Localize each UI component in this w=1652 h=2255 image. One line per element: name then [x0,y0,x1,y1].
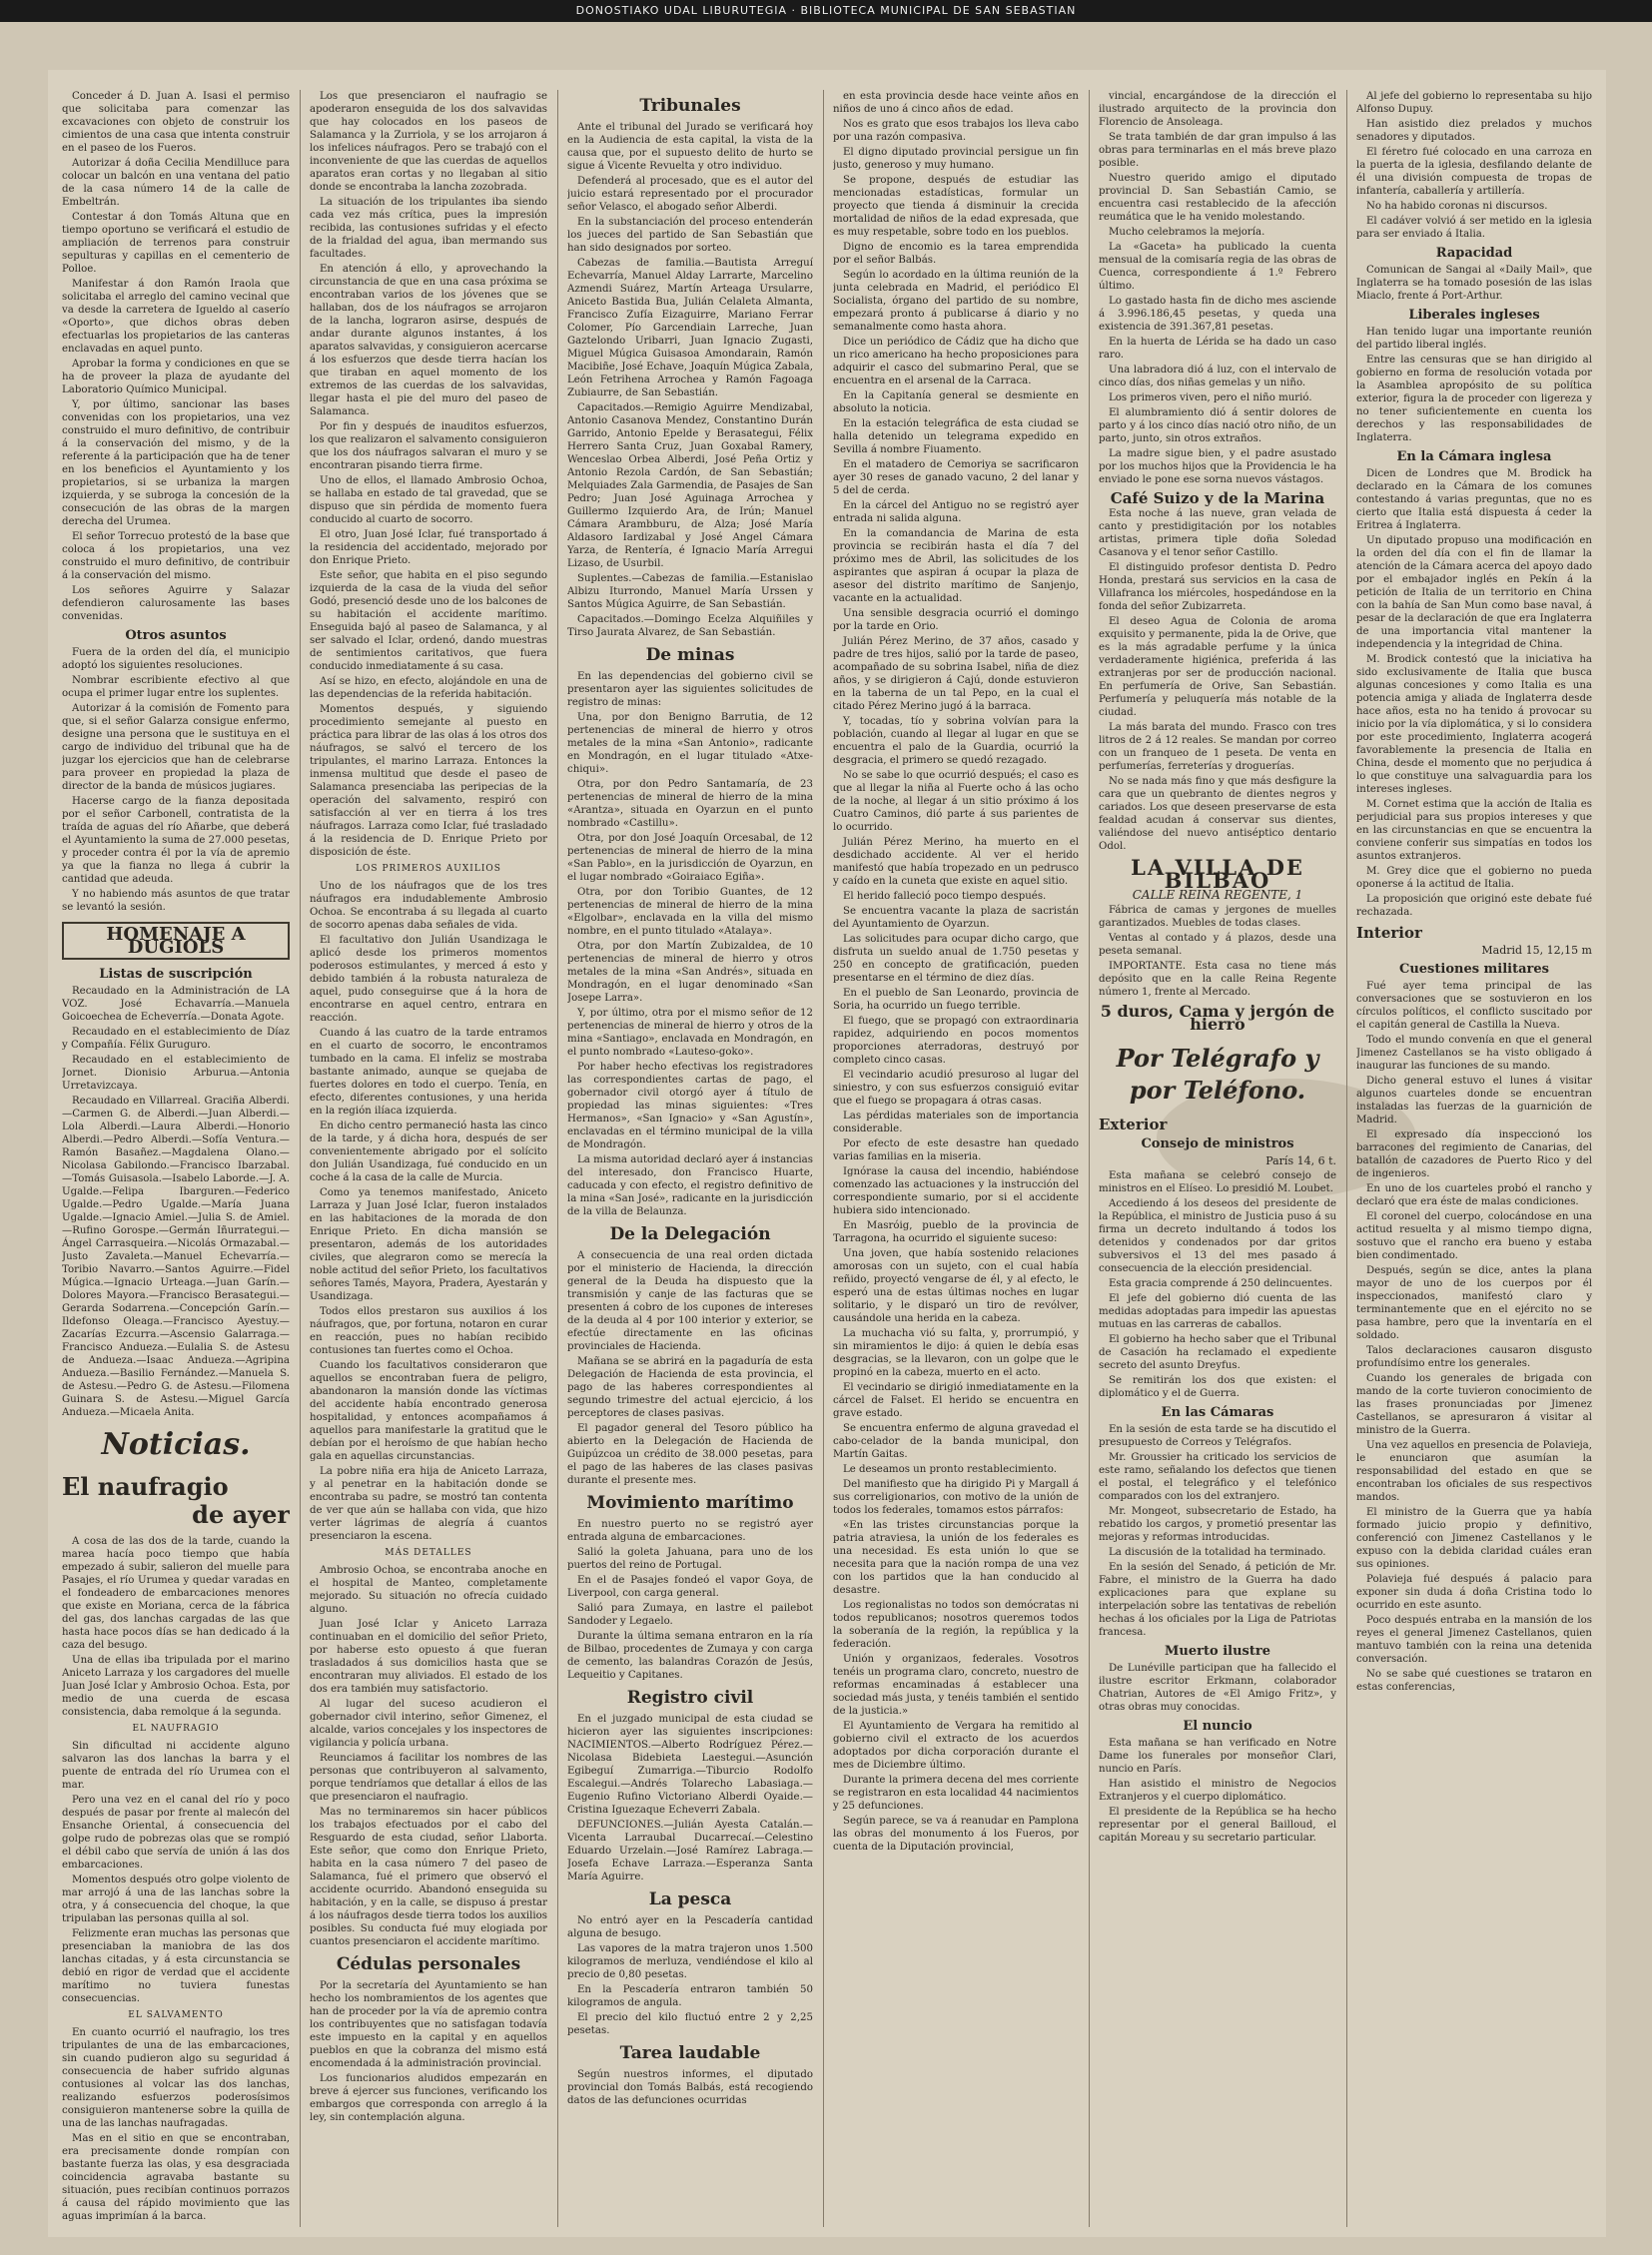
paragraph: El gobierno ha hecho saber que el Tribunal de Casación ha reclamado el expediente secreto del asunto Dreyfus. [1099,1334,1336,1371]
paragraph: Una, por don Benigno Barrutia, de 12 pertenencias de mineral de hierro y otros metales de la mina «San Antonio», radicante en Mondragón, en el lugar titulado «Atxe-chiqui». [567,712,813,775]
column-divider [557,90,558,2227]
paragraph: Este señor, que habita en el piso segundo izquierda de la casa de la viuda del señor Godó, presenció desde uno de los balcones de su habitación el accidente marítimo. Enseguida bajó al paseo de Salamanca, y al ser salvado el Iclar, ordenó, dando muestras de sentimientos caritativos, que fuera conducido inmediatamente á su casa. [310,570,547,672]
paragraph: La madre sigue bien, y el padre asustado por los muchos hijos que la Providencia le ha enviado le pone ese sorna nuevos vástagos. [1099,448,1336,485]
paragraph: Ambrosio Ochoa, se encontraba anoche en el hospital de Manteo, completamente mejorado. Su situación no ofrecía cuidado alguno. [310,1565,547,1615]
paragraph: Lo gastado hasta fin de dicho mes asciende á 3.996.186,45 pesetas, y queda una existencia de 391.367,81 pesetas. [1099,296,1336,333]
advertisement-line: 5 duros, Cama y jergón de hierro [1100,1002,1335,1034]
paragraph: El vecindario se dirigió inmediatamente en la cárcel de Falset. El herido se encuentra en grave estado. [833,1382,1079,1419]
paragraph: Los que presenciaron el naufragio se apoderaron enseguida de los dos salvavidas que hay colocados en los paseos de Salamanca y la Zurriola, y se los arrojaron á los infelices náufragos. Pero se trabajó con el inconveniente de que las cuerdas de aquellos aparatos eran cortas y no llegaban al sitio donde se encontraba la lancha zozobrada. [310,91,547,193]
paragraph: En el pueblo de San Leonardo, provincia de Soria, ha ocurrido un fuego terrible. [833,988,1079,1012]
newspaper-page [48,70,1606,2237]
paragraph: Polavieja fué después á palacio para exponer sin duda á doña Cristina todo lo ocurrido en este asunto. [1356,1574,1592,1611]
paragraph: El vecindario acudió presuroso al lugar del siniestro, y con sus esfuerzos consiguió evitar que el fuego se propagara á otras casas. [833,1070,1079,1107]
paragraph: A cosa de las dos de la tarde, cuando la marea hacía poco tiempo que había empezado á subir, salieron del muelle para Pasajes, el río Urumea y quedar varadas en el fondeadero de embarcaciones menores que existe en Moriana, cerca de la fábrica del gas, dos lanchas cargadas de las que hasta hace pocos días se han dedicado á la caza del besugo. [62,1536,290,1651]
paragraph: Según lo acordado en la última reunión de la junta celebrada en Madrid, el periódico El Socialista, órgano del partido de su nombre, empezará pronto á publicarse á diario y no semanalmente como hasta ahora. [833,270,1079,333]
paragraph: Se trata también de dar gran impulso á las obras para terminarlas en el más breve plazo posible. [1099,132,1336,169]
paragraph: Autorizar á doña Cecilia Mendilluce para colocar un balcón en una ventana del patio de la casa número 14 de la calle de Embeltrán. [62,158,290,208]
paragraph: La «Gaceta» ha publicado la cuenta mensual de la comisaría regia de las obras de Cuenca, correspondiente á 1.º Febrero último. [1099,242,1336,292]
dateline: Madrid 15, 12,15 m [1481,944,1592,957]
paragraph: El presidente de la República se ha hecho representar por el general Bailloud, el capitán Moreau y su secretario particular. [1099,1807,1336,1844]
paragraph: El herido falleció poco tiempo después. [843,891,1047,902]
paragraph: Dice un periódico de Cádiz que ha dicho que un rico americano ha hecho proposiciones para adquirir el casco del submarino Peral, que se encuentra en el arsenal de la Carraca. [833,337,1079,386]
paragraph: Fuera de la orden del día, el municipio adoptó los siguientes resoluciones. [62,647,290,671]
paragraph: La discusión de la totalidad ha terminado. [1109,1547,1326,1558]
paragraph: No se nada más fino y que más desfigure la cara que un quebranto de dientes negros y cariados. Los que deseen preservarse de esta fealdad acudan á conservar sus dientes, valiéndose del nuevo antiséptico dentario Odol. [1099,776,1336,852]
paragraph: La más barata del mundo. Frasco con tres litros de 2 á 12 reales. Se mandan por correo con un franqueo de 1 peseta. De venta en perfumerías, ferreterías y droguerías. [1099,722,1336,772]
paragraph: En la Pescadería entraron también 50 kilogramos de angula. [567,1984,813,2008]
paragraph: Una vez aquellos en presencia de Polavieja, le enunciaron que asumían la responsabilidad del estado en que se encontraban los oficiales de sus respectivos mandos. [1356,1440,1592,1503]
newspaper-column-5 [1099,90,1336,2227]
paragraph: Le deseamos un pronto restablecimiento. [843,1464,1057,1475]
paragraph: El digno diputado provincial persigue un fin justo, generoso y muy humano. [833,147,1079,171]
paragraph: En la huerta de Lérida se ha dado un caso raro. [1099,337,1336,361]
paragraph: Mucho celebramos la mejoría. [1109,227,1265,238]
paragraph: Cuando los generales de brigada con mando de la corte tuvieron conocimiento de las frases pronunciadas por Jimenez Castellanos, se apresuraron á visitar al ministro de la Guerra. [1356,1373,1592,1436]
subheading-caps: EL SALVAMENTO [128,2010,224,2020]
paragraph: Esta mañana se celebró consejo de ministros en el Elíseo. Lo presidió M. Loubet. [1099,1170,1336,1194]
paragraph: «En las tristes circunstancias porque la patria atraviesa, la unión de los federales es una necesidad. Es esta unión lo que se necesita para que la nación rompa de una vez con los partidos que la han conducido al desastre. [833,1520,1079,1596]
paragraph: Felizmente eran muchas las personas que presenciaban la maniobra de las dos lanchas citadas, y á esta circunstancia se debió en rigor de verdad que el accidente marítimo no tuviera funestas consecuencias. [62,1928,290,2004]
paragraph: Y, por último, sancionar las bases convenidas con los propietarios, una vez construido el muro definitivo, de contribuir á la conservación del mismo, y de la referente á la participación que ha de tener en los beneficios el Ayuntamiento y los propietarios, si se urbaniza la margen izquierda, y se subroga la concesión de la consecución de las obras de la margen derecha del Urumea. [62,399,290,527]
subsection-heading: Muerto ilustre [1165,1644,1270,1659]
paragraph: M. Brodick contestó que la iniciativa ha sido exclusivamente de Italia que busca algunas concesiones y como Italia es una potencia amiga y aliada de Inglaterra desde hace años, esta no ha tenido á provocar su inicio por la vía diplomática, y si lo considera por este procedimiento, Inglaterra acogerá favorablemente la presencia de Italia en China, desde el momento que no perjudica á lo que constituye una salvaguardia para los intereses ingleses. [1356,654,1592,795]
paragraph: Mas no terminaremos sin hacer públicos los trabajos efectuados por el cabo del Resguardo de esta ciudad, señor Llaborta. Este señor, que como don Enrique Prieto, habita en la casa número 7 del paseo de Salamanca, fué el primero que observó el accidente ocurrido. Abandonó enseguida su habitación, y en la calle, se dispuso á prestar á los náufragos desde tierra todos los auxilios posibles. Su conducta fué muy elogiada por cuantos presenciaron el accidente marítimo. [310,1807,547,1947]
paragraph: Poco después entraba en la mansión de los reyes el general Jimenez Castellanos, quien mantuvo también con la reina una detenida conversación. [1356,1615,1592,1665]
paragraph: Durante la última semana entraron en la ría de Bilbao, procedentes de Zumaya y con carga de cemento, las balandras Corazón de Jesús, Lequeitio y Capitanes. [567,1631,813,1681]
paragraph: Nuestro querido amigo el diputado provincial D. San Sebastián Camio, se encuentra casi restablecido de la afección reumática que le ha venido molestando. [1099,173,1336,223]
advertisement-subtitle: CALLE REINA REGENTE, 1 [1132,888,1303,902]
paragraph: Reunciamos á facilitar los nombres de las personas que contribuyeron al salvamento, porque tendríamos que detallar á ellos de las que presenciaron el naufragio. [310,1753,547,1803]
section-heading: Cédulas personales [336,1954,521,1974]
paragraph: Ignórase la causa del incendio, habiéndose comenzado las actuaciones y la instrucción del correspondiente sumario, por si el accidente hubiera sido intencionado. [833,1166,1079,1216]
subsection-heading: Listas de suscripción [99,967,253,982]
paragraph: Nos es grato que esos trabajos los lleva cabo por una razón compasiva. [833,119,1079,143]
paragraph: M. Cornet estima que la acción de Italia es perjudicial para sus propios intereses y que en las circunstancias en que se encuentra la conviene conferir sus simpatías en todos los asuntos extranjeros. [1356,799,1592,862]
paragraph: Y no habiendo más asuntos de que tratar se levantó la sesión. [62,889,290,913]
section-heading: De la Delegación [609,1224,771,1244]
paragraph: Mr. Mongeot, subsecretario de Estado, ha rebatido los cargos, y prometió presentar las mejoras y reformas introducidas. [1099,1506,1336,1543]
paragraph: Una sensible desgracia ocurrió el domingo por la tarde en Orio. [833,608,1079,632]
section-heading: Exterior [1099,1116,1168,1133]
section-heading: Movimiento marítimo [586,1493,794,1513]
paragraph: En el matadero de Cemoriya se sacrificaron ayer 30 reses de ganado vacuno, 2 del lanar y 5 del de cerda. [833,459,1079,496]
paragraph: Al lugar del suceso acudieron el gobernador civil interino, señor Gimenez, el alcalde, varios concejales y los inspectores de vigilancia y policía urbana. [310,1699,547,1749]
paragraph: La muchacha vió su falta, y, prorrumpió, y sin miramientos le dijo: á quien le debía esas desgracias, se la llevaron, con un golpe que le propinó en la cabeza, muerto en el acto. [833,1328,1079,1378]
paragraph: Han asistido el ministro de Negocios Extranjeros y el cuerpo diplomático. [1099,1779,1336,1803]
paragraph: El precio del kilo fluctuó entre 2 y 2,25 pesetas. [567,2012,813,2036]
paragraph: Cuando los facultativos consideraron que aquellos se encontraban fuera de peligro, abandonaron la mansión donde las víctimas del accidente había encontrado generosa hospitalidad, y entonces acompañamos á aquellos para manifestarle la gratitud que le debían por el heroísmo de que habían hecho gala en aquellas circunstancias. [310,1360,547,1462]
paragraph: Momentos después otro golpe violento de mar arrojó á una de las lanchas sobre la otra, y á consecuencia del choque, la que tripulaban las personas quilla al sol. [62,1875,290,1924]
paragraph: Una de ellas iba tripulada por el marino Aniceto Larraza y los cargadores del muelle Juan José Iclar y Ambrosio Ochoa. Esta, por medio de una cuerda de escasa consistencia, daba remolque á la segunda. [62,1655,290,1718]
paragraph: Han asistido diez prelados y muchos senadores y diputados. [1356,119,1592,143]
paragraph: Todos ellos prestaron sus auxilios á los náufragos, que, por fortuna, notaron en curar en reacción, pues no habían recibido contusiones tan fuertes como el Ochoa. [310,1306,547,1356]
paragraph: Julián Pérez Merino, de 37 años, casado y padre de tres hijos, salió por la tarde de paseo, acompañado de su sobrina Isabel, niña de diez años, y se dirigieron á Cajú, donde estuvieron en la taberna de un tal Pepo, en la cual el citado Pérez Merino jugó á la barraca. [833,636,1079,712]
paragraph: Todo el mundo convenía en que el general Jimenez Castellanos se ha visto obligado á inaugurar las funciones de su mando. [1356,1035,1592,1072]
paragraph: Por haber hecho efectivas los registradores las correspondientes cartas de pago, el gobernador civil otorgó ayer á título de propiedad las minas siguientes: «Tres Hermanos», «San Ignacio» y «San Agustín», enclavadas en el término municipal de la villa de Mondragón. [567,1062,813,1150]
subsection-heading: En las Cámaras [1161,1405,1274,1420]
paragraph: Recaudado en el establecimiento de Díaz y Compañía. Félix Guruguro. [62,1027,290,1051]
paragraph: Esta noche á las nueve, gran velada de canto y prestidigitación por los notables artistas, primera tiple doña Soledad Casanova y el tenor señor Castillo. [1099,508,1336,558]
paragraph: Una joven, que había sostenido relaciones amorosas con un sujeto, con el cual había reñido, proyectó vengarse de él, y al efecto, le esperó una de estas últimas noches en lugar solitario, y le disparó un tiro de revólver, causándole una herida en la cabeza. [833,1248,1079,1324]
paragraph: En la comandancia de Marina de esta provincia se recibirán hasta el día 7 del próximo mes de Abril, las solicitudes de los aspirantes que aspiran á ocupar la plaza de asesor del distrito marítimo de Sanjenjo, vacante en la actualidad. [833,528,1079,604]
section-heading: Tribunales [639,96,741,116]
paragraph: En la Capitanía general se desmiente en absoluto la noticia. [833,390,1079,414]
subsection-heading: Rapacidad [1435,246,1513,261]
paragraph: El fuego, que se propagó con extraordinaria rapidez, adquiriendo en pocos momentos proporciones aterradoras, destruyó por completo cinco casas. [833,1016,1079,1066]
column-divider [823,90,824,2227]
paragraph: Comunican de Sangai al «Daily Mail», que Inglaterra se ha tomado posesión de las islas Miaclo, frente á Port-Arthur. [1356,265,1592,302]
paragraph: Esta gracia comprende á 250 delincuentes. [1109,1278,1333,1289]
paragraph: En la sesión de esta tarde se ha discutido el presupuesto de Correos y Telégrafos. [1099,1424,1336,1448]
paragraph: Fábrica de camas y jergones de muelles garantizados. Muebles de todas clases. [1099,905,1336,929]
paragraph: El cadáver volvió á ser metido en la iglesia para ser enviado á Italia. [1356,216,1592,240]
paragraph: En nuestro puerto no se registró ayer entrada alguna de embarcaciones. [567,1519,813,1543]
paragraph: El pagador general del Tesoro público ha abierto en la Delegación de Hacienda de Guipúzcoa un crédito de 38.000 pesetas, para el pago de las haberes de las clases pasivas durante el presente mes. [567,1423,813,1486]
library-header-bar: DONOSTIAKO UDAL LIBURUTEGIA · BIBLIOTECA MUNICIPAL DE SAN SEBASTIAN [0,0,1652,22]
paragraph: Las vapores de la matra trajeron unos 1.500 kilogramos de merluza, vendiéndose el kilo al precio de 0,80 pesetas. [567,1943,813,1980]
section-banner: Por Telégrafo y por Teléfono. [1116,1044,1319,1105]
paragraph: Cuando á las cuatro de la tarde entramos en el cuarto de socorro, le encontramos tumbado en la cama. El infeliz se mostraba bastante animado, aunque se quejaba de fuertes dolores en todo el cuerpo. Tenía, en efecto, diferentes contusiones, y una herida en la región ilíaca izquierda. [310,1028,547,1117]
subsection-heading: Otros asuntos [125,628,227,643]
paragraph: En Masróig, pueblo de la provincia de Tarragona, ha ocurrido el siguiente suceso: [833,1220,1079,1244]
boxed-heading: HOMENAJE A DUGIOLS [62,922,290,960]
paragraph: Se propone, después de estudiar las mencionadas estadísticas, formular un proyecto que tienda á disminuir la crecida mortalidad de niños de la edad expresada, que es muy respetable, sobre todo en los pueblos. [833,175,1079,238]
paragraph: En la cárcel del Antiguo no se registró ayer entrada ni salida alguna. [833,500,1079,524]
paragraph: Durante la primera decena del mes corriente se registraron en esta localidad 44 nacimientos y 25 defunciones. [833,1775,1079,1812]
paragraph: Una labradora dió á luz, con el intervalo de cinco días, dos niñas gemelas y un niño. [1099,365,1336,388]
subsection-heading: El nuncio [1183,1719,1252,1734]
paragraph: Sin dificultad ni accidente alguno salvaron las dos lanchas la barra y el puente de entrada del río Urumea con el mar. [62,1741,290,1791]
paragraph: Según nuestros informes, el diputado provincial don Tomás Balbás, está recogiendo datos de las defunciones ocurridas [567,2069,813,2106]
paragraph: Dicen de Londres que M. Brodick ha declarado en la Cámara de los comunes contestando á varias preguntas, que no es cierto que Italia está dispuesta á ceder la Eritrea á Inglaterra. [1356,468,1592,531]
column-divider [300,90,301,2227]
paragraph: Se remitirán los dos que existen: el diplomático y el de Guerra. [1099,1375,1336,1399]
paragraph: En atención á ello, y aprovechando la circunstancia de que en una casa próxima se encontraban varios de los jóvenes que se hallaban, dos de los náufragos se arrojaron de la lancha, lograron asirse, después de andar durante algunos instantes, á los aparatos salvavidas, y consiguieron acercarse á los esfuerzos que desde tierra hacían los que tiraban en aquel momento de los extremos de las cuerdas de los salvavidas, llegar hasta el pie del muro del paseo de Salamanca. [310,264,547,417]
paragraph: El ministro de la Guerra que ya había formado juicio propio y definitivo, conferenció con Jimenez Castellanos y le expuso con la debida claridad cuáles eran sus opiniones. [1356,1507,1592,1570]
paragraph: La situación de los tripulantes iba siendo cada vez más crítica, pues la impresión recibida, las contusiones sufridas y el efecto de la frialdad del agua, iban mermando sus facultades. [310,197,547,260]
paragraph: Salió para Zumaya, en lastre el pailebot Sandoder y Legaelo. [567,1603,813,1627]
paragraph: Hacerse cargo de la fianza depositada por el señor Carbonell, contratista de la traída de aguas del río Añarbe, que deberá el Ayuntamiento la suma de 27.000 pesetas, y proceder contra él por la vía de apremio ya que la fianza no llega á cubrir la cantidad que adeuda. [62,796,290,885]
subheading-caps: LOS PRIMEROS AUXILIOS [356,864,501,874]
paragraph: El féretro fué colocado en una carroza en la puerta de la iglesia, desfilando delante de él una división compuesta de tropas de infantería, caballería y artillería. [1356,147,1592,197]
newspaper-column-2 [310,90,547,2227]
paragraph: Otra, por don José Joaquín Orcesabal, de 12 pertenencias de mineral de hierro de la mina «San Pablo», en la jurisdicción de Oyarzun, en el lugar nombrado «Goiraiaco Egiña». [567,833,813,883]
paragraph: Defenderá al procesado, que es el autor del juicio estará representado por el procurador señor Velasco, el abogado señor Alberdi. [567,176,813,213]
paragraph: El deseo Agua de Colonia de aroma exquisito y permanente, pida la de Orive, que es la más agradable perfume y la única verdaderamente higiénica, preferida á las extranjeras por ser de producción nacional. En perfumería de Orive, San Sebastián. Perfumería y peluquería más notable de la ciudad. [1099,616,1336,718]
headline-line: de ayer [192,1500,290,1529]
paragraph: Ventas al contado y á plazos, desde una peseta semanal. [1099,933,1336,957]
paragraph: No ha habido coronas ni discursos. [1366,201,1548,212]
paragraph: Recaudado en el establecimiento de Jornet. Dionisio Arburua.—Antonia Urretavizcaya. [62,1055,290,1092]
paragraph: El otro, Juan José Iclar, fué transportado á la residencia del accidentado, mejorado por don Enrique Prieto. [310,529,547,566]
newspaper-column-6 [1356,90,1592,2227]
subsection-heading: En la Cámara inglesa [1396,449,1552,464]
paragraph: Mañana se se abrirá en la pagaduría de esta Delegación de Hacienda de esta provincia, el pago de las haberes correspondientes al segundo trimestre del actual ejercicio, á los perceptores de clases pasivas. [567,1356,813,1419]
paragraph: Manifestar á don Ramón Iraola que solicitaba el arreglo del camino vecinal que va desde la carretera de Igueldo al caserío «Oporto», que dichos obras deben efectuarlas los propietarios de las canteras enclavadas en aquel punto. [62,279,290,355]
paragraph: Se encuentra enfermo de alguna gravedad el cabo-celador de la banda municipal, don Martín Gaitas. [833,1423,1079,1460]
paragraph: Un diputado propuso una modificación en la orden del día con el fin de llamar la atención de la Cámara acerca del apoyo dado por el embajador inglés en Pekín á la petición de Italia de un territorio en China con la bahía de San Mun como base naval, á pesar de la declaración de que era Inglaterra de una importancia vital mantener la independencia y la integridad de China. [1356,535,1592,650]
paragraph: En las dependencias del gobierno civil se presentaron ayer las siguientes solicitudes de registro de minas: [567,671,813,708]
paragraph: El expresado día inspeccionó los barracones del regimiento de Canarias, del batallón de cazadores de Puerto Rico y del de ingenieros. [1356,1129,1592,1179]
paragraph: Digno de encomio es la tarea emprendida por el señor Balbás. [833,242,1079,266]
paragraph: La proposición que originó este debate fué rechazada. [1356,894,1592,918]
paragraph: No se sabe qué cuestiones se trataron en estas conferencias, [1356,1669,1592,1693]
paragraph: Los señores Aguirre y Salazar defendieron calurosamente las bases convenidas. [62,585,290,622]
paragraph: En cuanto ocurrió el naufragio, los tres tripulantes de una de las embarcaciones, sin cuando pudieron algo su seguridad á consecuencia de haber sufrido algunas contusiones al volcar las dos lanchas, realizando esfuerzos poderosísimos consiguieron mantenerse sobre la quilla de una de las lanchas naufragadas. [62,2027,290,2129]
headline-line: El naufragio [62,1472,229,1501]
column-divider [1089,90,1090,2227]
paragraph: Pero una vez en el canal del río y poco después de pasar por frente al malecón del Ensanche Oriental, á consecuencia del golpe rudo de pobrezas olas que se rompió el débil cabo que servía de unión á las dos embarcaciones. [62,1795,290,1871]
section-heading: La pesca [648,1889,732,1909]
newspaper-column-1 [62,90,290,2227]
paragraph: En la estación telegráfica de esta ciudad se halla detenido un telegrama expedido en Sevilla á nombre Fiuamento. [833,418,1079,455]
paragraph: en esta provincia desde hace veinte años en niños de uno á cinco años de edad. [833,91,1079,115]
paragraph: Por efecto de este desastre han quedado varias familias en la miseria. [833,1138,1079,1162]
paragraph: Las solicitudes para ocupar dicho cargo, que disfruta un sueldo anual de 1.750 pesetas y 250 en concepto de gratificación, pueden presentarse en el término de diez días. [833,934,1079,984]
paragraph: Conceder á D. Juan A. Isasi el permiso que solicitaba para comenzar las excavaciones con objeto de construir los cimientos de una casa que intenta construir en el paseo de los Fueros. [62,91,290,154]
paragraph: El jefe del gobierno dió cuenta de las medidas adoptadas para impedir las apuestas mutuas en las carreras de caballos. [1099,1293,1336,1330]
paragraph: DEFUNCIONES.—Julián Ayesta Catalán.—Vicenta Larraubal Ducarrecaí.—Celestino Eduardo Urzelain.—José Ramírez Labraga.—Josefa Echave Larraza.—Esperanza Santa María Aguirre. [567,1820,813,1882]
paragraph: Los regionalistas no todos son demócratas ni todos republicanos; nosotros queremos todos la soberanía de la región, la república y la federación. [833,1600,1079,1650]
paragraph: El alumbramiento dió á sentir dolores de parto y á los cinco días nació otro niño, de un parto, junto, sin otros extraños. [1099,407,1336,444]
dateline: París 14, 6 t. [1265,1154,1336,1167]
paragraph: Julián Pérez Merino, ha muerto en el desdichado accidente. Al ver el herido manifestó que había tropezado en un pedrusco y caído en la cuneta que existe en aquel sitio. [833,837,1079,887]
section-heading: Tarea laudable [619,2043,761,2063]
paragraph: Momentos después, y siguiendo procedimiento semejante al puesto en práctica para librar de las olas á los otros dos náufragos, se salvó el tercero de los tripulantes, el marino Larraza. Entonces la inmensa multitud que desde el paseo de Salamanca presenciaba las peripecias de la operación del salvamento, respiró con satisfacción al ver en tierra á los tres náufragos. Larraza como Iclar, fué trasladado á la residencia de D. Enrique Prieto por disposición de éste. [310,704,547,858]
paragraph: En el juzgado municipal de esta ciudad se hicieron ayer las siguientes inscripciones: NACIMIENTOS.—Alberto Rodríguez Pérez.—Nicolasa Bidebieta Laestegui.—Asunción Egibeguí Zumarriga.—Tiburcio Rodolfo Escalegui.—Andrés Tolarecho Labasiaga.—Eugenio Rufino Victoriano Alberdi Oyaide.—Cristina Iguezaque Echeverri Zabala. [567,1714,813,1816]
paragraph: Aprobar la forma y condiciones en que se ha de proveer la plaza de ayudante del Laboratorio Químico Municipal. [62,359,290,395]
paragraph: En el de Pasajes fondeó el vapor Goya, de Liverpool, con carga general. [567,1575,813,1599]
paragraph: Dicho general estuvo el lunes á visitar algunos cuarteles donde se encuentran instaladas las fuerzas de la guarnición de Madrid. [1356,1076,1592,1126]
subsection-heading: Cuestiones militares [1398,962,1549,977]
subheading-caps: MÁS DETALLES [385,1548,472,1558]
paragraph: En uno de los cuarteles probó el rancho y declaró que era éste de malas condiciones. [1356,1183,1592,1207]
subsection-heading: Consejo de ministros [1141,1136,1294,1151]
paragraph: El facultativo don Julián Usandizaga le aplicó desde los primeros momentos poderosos estimulantes, y merced á esto y debido también á la robusta naturaleza de aquel, pudo conseguirse que á la hora de encontrarse en aquel centro, entrara en reacción. [310,935,547,1024]
paragraph: Entre las censuras que se han dirigido al gobierno en forma de resolución votada por la Asamblea apropósito de su política exterior, figura la de proceder con ligereza y no tener suficientemente en cuenta los derechos y las responsabilidades de Inglaterra. [1356,355,1592,443]
paragraph: El coronel del cuerpo, colocándose en una actitud resuelta y al mismo tiempo digna, sostuvo que el rancho era bueno y estaba bien condimentado. [1356,1211,1592,1261]
headline [62,1473,290,1529]
paragraph: Salió la goleta Jahuana, para uno de los puertos del reino de Portugal. [567,1547,813,1571]
column-divider [1346,90,1347,2227]
paragraph: Juan José Iclar y Aniceto Larraza continuaban en el domicilio del señor Prieto, por haberse esto opuesto á que fueran trasladados á sus domicilios hasta que se encontraran muy aliviados. El estado de los dos era también muy satisfactorio. [310,1619,547,1695]
paragraph: Así se hizo, en efecto, alojándole en una de las dependencias de la referida habitación. [310,676,547,700]
newspaper-column-4 [833,90,1079,2227]
paragraph: Los primeros viven, pero el niño murió. [1109,392,1312,403]
paragraph: Autorizar á la comisión de Fomento para que, si el señor Galarza consigue enfermo, designe una persona que le sustituya en el cargo de individuo del tribunal que ha de juzgar los ejercicios que han de celebrarse para proveer en propiedad la plaza de director de la banda de músicos jugiares. [62,703,290,792]
paragraph: Otra, por don Martín Zubizaldea, de 10 pertenencias de mineral de hierro y otros metales de la mina «San Andrés», situada en Mondragón, en el lugar denominado «San Josepe Larra». [567,941,813,1004]
paragraph: La misma autoridad declaró ayer á instancias del interesado, don Francisco Huarte, caducada y con efecto, el registro definitivo de la mina «San José», radicante en la jurisdicción de la villa de Belaunza. [567,1154,813,1217]
paragraph: Mr. Groussier ha criticado los servicios de este ramo, señalando los defectos que tienen el postal, el telegráfico y el telefónico comparados con los del extranjero. [1099,1452,1336,1502]
paragraph: Contestar á don Tomás Altuna que en tiempo oportuno se verificará el estudio de ampliación de terrenos para construir sepulturas y capillas en el cementerio de Polloe. [62,212,290,275]
paragraph: El señor Torrecuo protestó de la base que coloca á los propietarios, una vez construido el muro definitivo, de contribuir á la conservación del mismo. [62,531,290,581]
section-banner: Noticias. [101,1427,251,1462]
paragraph: Accediendo á los deseos del presidente de la República, el ministro de Justicia puso á su firma un decreto indultando á todos los detenidos y condenados por dar gritos subversivos el 13 del mes pasado á consecuencia de la elección presidencial. [1099,1198,1336,1274]
paragraph: Uno de ellos, el llamado Ambrosio Ochoa, se hallaba en estado de tal gravedad, que se dispuso que sin pérdida de momento fuera conducido al cuarto de socorro. [310,475,547,525]
paragraph: Otra, por don Pedro Santamaría, de 23 pertenencias de mineral de hierro de la mina «Arantza», situada en Oyarzun en el punto nombrado «Castillu». [567,779,813,829]
paragraph: IMPORTANTE. Esta casa no tiene más depósito que en la calle Reina Regente número 1, frente al Mercado. [1099,961,1336,998]
paragraph: Según parece, se va á reanudar en Pamplona las obras del monumento á los Fueros, por cuenta de la Diputación provincial, [833,1816,1079,1853]
paragraph: En dicho centro permaneció hasta las cinco de la tarde, y á dicha hora, después de ser convenientemente abrigado por el solícito don Julián Usandizaga, fué conducido en un coche á la casa de la calle de Murcia. [310,1121,547,1183]
paragraph: En la sesión del Senado, á petición de Mr. Fabre, el ministro de la Guerra ha dado explicaciones para que explane su interpelación sobre las tentativas de rebelión hechas á los oficiales por la Liga de Patriotas francesa. [1099,1562,1336,1638]
paragraph: El Ayuntamiento de Vergara ha remitido al gobierno civil el extracto de los acuerdos adoptados por dicha corporación durante el mes de Diciembre último. [833,1721,1079,1771]
section-heading: De minas [645,645,735,665]
section-heading: Interior [1356,924,1422,942]
paragraph: No se sabe lo que ocurrió después; el caso es que al llegar la niña al Fuerte ocho á las ocho de la noche, al llegar á un sitio próximo á los Cuatro Caminos, dió parte á sus parientes de lo ocurrido. [833,770,1079,833]
paragraph: Ante el tribunal del Jurado se verificará hoy en la Audiencia de esta capital, la vista de la causa que, por el supuesto delito de hurto se sigue á Vicente Revuelta y otro individuo. [567,122,813,172]
paragraph: Fué ayer tema principal de las conversaciones que se sostuvieron en los círculos políticos, el conflicto suscitado por el capitán general de Castilla la Nueva. [1356,981,1592,1031]
paragraph: Los funcionarios aludidos empezarán en breve á ejercer sus funciones, verificando los embargos que corresponda con arreglo á la ley, sin contemplación alguna. [310,2073,547,2123]
paragraph: En la substanciación del proceso entenderán los jueces del partido de San Sebastián que han sido designados por sorteo. [567,217,813,254]
paragraph: De Lunéville participan que ha fallecido el ilustre escritor Erkmann, colaborador Chatrian, Autores de «El Amigo Fritz», y otras obras muy conocidas. [1099,1663,1336,1713]
paragraph: Otra, por don Toribio Guantes, de 12 pertenencias de mineral de hierro de la mina «Elgolbar», enclavada en la villa del mismo nombre, en el punto titulado «Atalaya». [567,887,813,937]
paragraph: Y, tocadas, tío y sobrina volvían para la población, cuando al llegar al lugar en que se encuentra el palo de la Guardia, ocurrió la desgracia, el primero se quedó rezagado. [833,716,1079,766]
paragraph: La pobre niña era hija de Aniceto Larraza, y al penetrar en la habitación donde se encontraba su padre, se mostró tan contenta de ver que aún se hallaba con vida, que hizo verter lágrimas de alegría á cuantos presenciaron la escena. [310,1466,547,1542]
paragraph: Capacitados.—Remigio Aguirre Mendizabal, Antonio Casanova Mendez, Constantino Durán Garrido, Antonio Epelde y Berasategui, Félix Herrero Santa Cruz, Juan Goxabal Ramery, Wenceslao Orbea Alberdi, José Peña Ortiz y Antonio Rezola Cardón, de San Sebastián; Melquiades Zala Garmendia, de Pasajes de San Pedro; Juan José Aguinaga Arrochea y Guillermo Izquierdo Ara, de Irún; Manuel Cámara Arambburu, de Alza; José María Aldasoro Iardizabal y José Angel Cámara Yarza, de Rentería, é Ignacio María Arregui Lizaso, de Usurbil. [567,402,813,569]
paragraph: Esta mañana se han verificado en Notre Dame los funerales por monseñor Clari, nuncio en París. [1099,1738,1336,1775]
paragraph: Y, por último, otra por el mismo señor de 12 pertenencias de mineral de hierro y otros de la mina «Santiago», enclavada en Mondragón, en el punto nombrado «Lauteso-goko». [567,1008,813,1058]
paragraph: Unión y organizaos, federales. Vosotros tenéis un programa claro, concreto, nuestro de reformas encaminadas á establecer una sociedad más justa, y tenéis también el sentido de la justicia.» [833,1654,1079,1717]
paragraph: El distinguido profesor dentista D. Pedro Honda, prestará sus servicios en la casa de Villafranca los miércoles, hospedándose en la fonda del señor Zubizarreta. [1099,562,1336,612]
paragraph: Por la secretaría del Ayuntamiento se han hecho los nombramientos de los agentes que han de proceder por la vía de apremio contra los contribuyentes que no satisfagan todavía este impuesto en la capital y en aquellos pueblos en que la cobranza del mismo está encomendada á la administración provincial. [310,1980,547,2069]
advertisement-title: LA VILLA DE BILBAO [1131,855,1304,893]
paragraph: M. Grey dice que el gobierno no pueda oponerse á la actitud de Italia. [1356,866,1592,890]
paragraph: Uno de los náufragos que de los tres náufragos era indudablemente Ambrosio Ochoa. Se encontraba á su llegada al cuarto de socorro apenas daba señales de vida. [310,881,547,931]
paragraph: Del manifiesto que ha dirigido Pi y Margall á sus correligionarios, con motivo de la unión de todos los federales, tomamos estos párrafos: [833,1479,1079,1516]
paragraph: Han tenido lugar una importante reunión del partido liberal inglés. [1356,327,1592,351]
paragraph: Mas en el sitio en que se encontraban, era precisamente donde rompían con bastante fuerza las olas, y esa desgraciada coincidencia agravaba bastante su situación, pues recibían continuos porrazos á causa del rápido movimiento que las aguas imprimían á la barca. [62,2133,290,2222]
paragraph: No entró ayer en la Pescadería cantidad alguna de besugo. [567,1915,813,1939]
section-heading: Registro civil [626,1688,754,1708]
paragraph: Cabezas de familia.—Bautista Arreguí Echevarría, Manuel Alday Larrarte, Marcelino Azmendi Suárez, Martín Arteaga Ursularre, Aniceto Bastida Bua, Julián Celaleta Almanta, Francisco Zufía Eizaguirre, Mariano Ferrar Colomer, Pío Garcendiain Larreche, Juan Gaztelondo Uribarri, Juan Ignacio Zugasti, Miguel Múgica Guisasoa Amondarain, Ramón Macibiñe, José Echave, Joaquín Múgica Zabala, León Fetrihena Arrochea y Ramón Fagoaga Zubiaurre, de San Sebastián. [567,258,813,398]
subsection-heading: Liberales ingleses [1408,308,1540,323]
subheading-caps: EL NAUFRAGIO [132,1724,220,1734]
paragraph: Por fin y después de inauditos esfuerzos, los que realizaron el salvamento consiguieron que los dos náufragos salvaran el muro y se encontraran pisando tierra firme. [310,421,547,471]
paragraph: Las pérdidas materiales son de importancia considerable. [833,1111,1079,1134]
paragraph: Recaudado en Villarreal. Graciña Alberdi.—Carmen G. de Alberdi.—Juan Alberdi.—Lola Alberdi.—Laura Alberdi.—Honorio Alberdi.—Pedro Alberdi.—Sofía Ventura.—Ramón Basañez.—Magdalena Olano.—Nicolasa Gabilondo.—Francisco Ibarzabal.—Tomás Guisasola.—Isabelo Laborde.—J. A. Ugalde.—Felipa Ibarguren.—Federico Ugalde.—Pedro Ugalde.—María Juana Ugalde.—Ignacio Amiel.—Julia S. de Amiel.—Rufino Gorospe.—Germán Iñurrategui.—Ángel Carrasqueira.—Nicolás Ormazabal.—Justo Zavaleta.—Manuel Echevarría.—Toribio Navarro.—Santos Aguirre.—Fidel Múgica.—Ignacio Urteaga.—Juan Garín.—Dolores Mayora.—Francisco Berasategui.—Gerarda Sodarrena.—Concepción Garín.—Ildefonso Oleaga.—Francisco Ayestuy.—Zacarías Ezcurra.—Ascensio Galarraga.—Francisco Andueza.—Eulalia S. de Astesu de Andueza.—Isaac Andueza.—Agripina Andueza.—Basilio Fernández.—Manuela S. de Astesu.—Pedro G. de Astesu.—Filomena Guinara S. de Astesu.—Miguel García Andueza.—Micaela Anita. [62,1096,290,1418]
paragraph: Como ya tenemos manifestado, Aniceto Larraza y Juan José Iclar, fueron instalados en las habitaciones de la morada de don Enrique Prieto. En dicha mansión se presentaron, además de los autoridades civiles, que alegraron como se merecía la noble actitud del señor Prieto, los facultativos señores Tamés, Mayora, Pradera, Ayestarán y Usandizaga. [310,1187,547,1302]
paragraph: vincial, encargándose de la dirección el ilustrado arquitecto de la provincia don Florencio de Ansoleaga. [1099,91,1336,128]
newspaper-column-3 [567,90,813,2227]
paragraph: Se encuentra vacante la plaza de sacristán del Ayuntamiento de Oyarzun. [833,906,1079,930]
paragraph: Después, según se dice, antes la plana mayor de uno de los cuerpos por él inspeccionados, manifestó claro y terminantemente que en el ejército no se pasa hambre, pero que la inventaría en el soldado. [1356,1265,1592,1341]
paragraph: Al jefe del gobierno lo representaba su hijo Alfonso Dupuy. [1356,91,1592,115]
paragraph: A consecuencia de una real orden dictada por el ministerio de Hacienda, la dirección general de la Deuda ha dispuesto que la transmisión y canje de las facturas que se presenten á cobro de los cupones de intereses de la deuda al 4 por 100 interior y exterior, se efectúe directamente en las oficinas provinciales de Hacienda. [567,1250,813,1352]
paragraph: Nombrar escribiente efectivo al que ocupa el primer lugar entre los suplentes. [62,675,290,699]
paragraph: Suplentes.—Cabezas de familia.—Estanislao Albizu Iturrondo, Manuel María Urssen y Santos Múgica Aguirre, de San Sebastián. [567,573,813,610]
paragraph: Recaudado en la Administración de LA VOZ. José Echavarría.—Manuela Goicoechea de Echeverría.—Donata Agote. [62,986,290,1023]
advertisement-title: Café Suizo y de la Marina [1110,489,1325,507]
paragraph: Capacitados.—Domingo Ecelza Alquiñiles y Tirso Jaurata Alvarez, de San Sebastián. [567,614,813,638]
paragraph: Talos declaraciones causaron disgusto profundísimo entre los generales. [1356,1345,1592,1369]
